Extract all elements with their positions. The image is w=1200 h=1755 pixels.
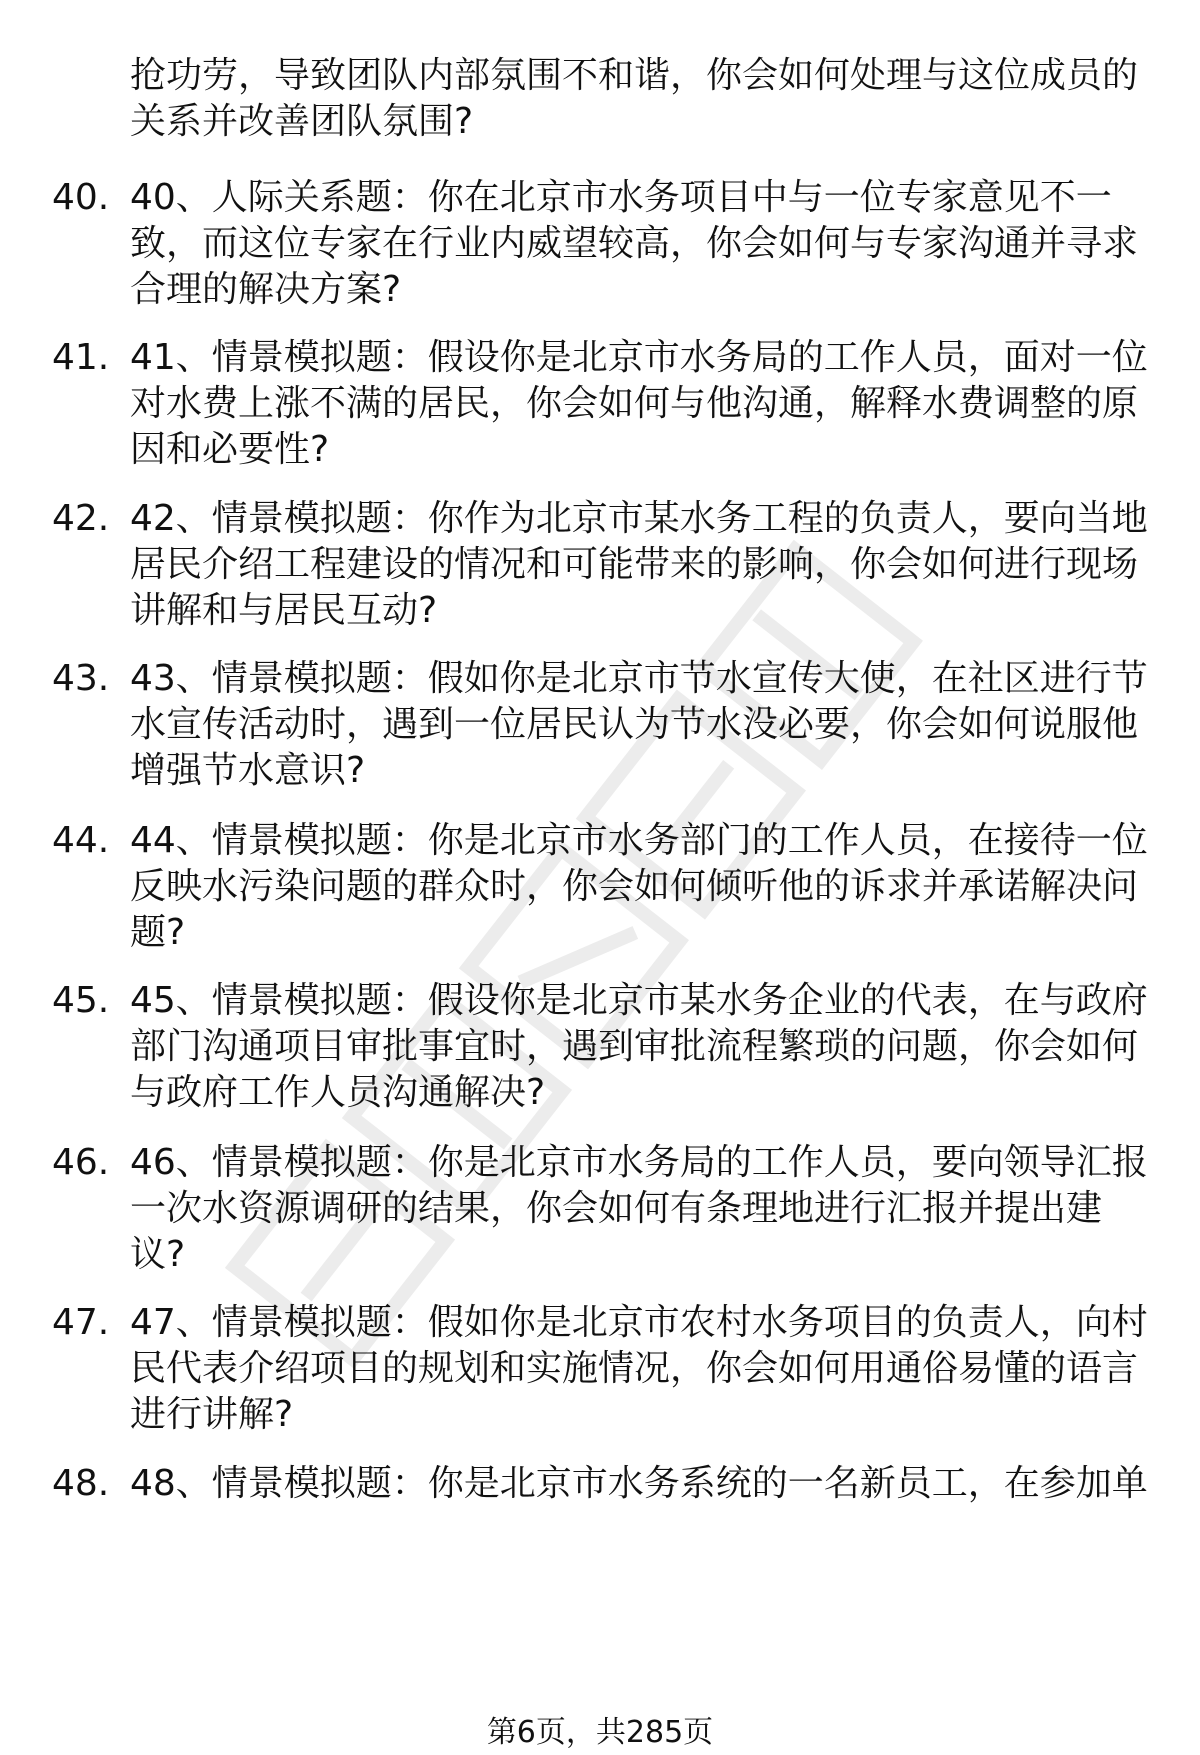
- item-text-line: 48、情景模拟题：你是北京市水务系统的一名新员工，在参加单: [130, 1463, 1148, 1504]
- item-number: 44.: [52, 820, 110, 861]
- item-number: 48.: [52, 1463, 110, 1504]
- item-text-line: 对水费上涨不满的居民，你会如何与他沟通，解释水费调整的原: [130, 383, 1139, 424]
- item-number: 43.: [52, 658, 110, 699]
- item-number: 47.: [52, 1302, 110, 1343]
- item-number: 41.: [52, 337, 110, 378]
- item-number: 46.: [52, 1142, 110, 1183]
- item-text-line: 47、情景模拟题：假如你是北京市农村水务项目的负责人，向村: [130, 1302, 1148, 1343]
- continuation-line: 抢功劳，导致团队内部氛围不和谐，你会如何处理与这位成员的: [130, 55, 1139, 96]
- item-text-line: 与政府工作人员沟通解决?: [130, 1072, 546, 1113]
- item-text-line: 部门沟通项目审批事宜时，遇到审批流程繁琐的问题，你会如何: [130, 1026, 1139, 1067]
- item-text-line: 民代表介绍项目的规划和实施情况，你会如何用通俗易懂的语言: [130, 1348, 1139, 1389]
- item-text-line: 因和必要性?: [130, 429, 330, 470]
- item-text-line: 40、人际关系题：你在北京市水务项目中与一位专家意见不一: [130, 177, 1112, 218]
- item-text-line: 42、情景模拟题：你作为北京市某水务工程的负责人，要向当地: [130, 498, 1148, 539]
- item-text-line: 增强节水意识?: [130, 750, 366, 791]
- item-text-line: 反映水污染问题的群众时，你会如何倾听他的诉求并承诺解决问: [130, 866, 1139, 907]
- item-text-line: 居民介绍工程建设的情况和可能带来的影响，你会如何进行现场: [130, 544, 1139, 585]
- item-text-line: 水宣传活动时，遇到一位居民认为节水没必要，你会如何说服他: [130, 704, 1139, 745]
- item-text-line: 议?: [130, 1234, 186, 1275]
- item-text-line: 41、情景模拟题：假设你是北京市水务局的工作人员，面对一位: [130, 337, 1148, 378]
- item-text-line: 题?: [130, 912, 186, 953]
- page-footer: 第6页，共285页: [486, 1715, 714, 1750]
- item-number: 42.: [52, 498, 110, 539]
- item-text-line: 46、情景模拟题：你是北京市水务局的工作人员，要向领导汇报: [130, 1142, 1148, 1183]
- item-text-line: 44、情景模拟题：你是北京市水务部门的工作人员，在接待一位: [130, 820, 1148, 861]
- item-text-line: 43、情景模拟题：假如你是北京市节水宣传大使，在社区进行节: [130, 658, 1148, 699]
- item-text-line: 致，而这位专家在行业内威望较高，你会如何与专家沟通并寻求: [130, 223, 1139, 264]
- item-text-line: 合理的解决方案?: [130, 269, 402, 310]
- continuation-line: 关系并改善团队氛围?: [130, 101, 474, 142]
- item-text-line: 讲解和与居民互动?: [130, 590, 438, 631]
- item-text-line: 进行讲解?: [130, 1394, 294, 1435]
- item-number: 45.: [52, 980, 110, 1021]
- item-text-line: 一次水资源调研的结果，你会如何有条理地进行汇报并提出建: [130, 1188, 1103, 1229]
- item-number: 40.: [52, 177, 110, 218]
- item-text-line: 45、情景模拟题：假设你是北京市某水务企业的代表，在与政府: [130, 980, 1148, 1021]
